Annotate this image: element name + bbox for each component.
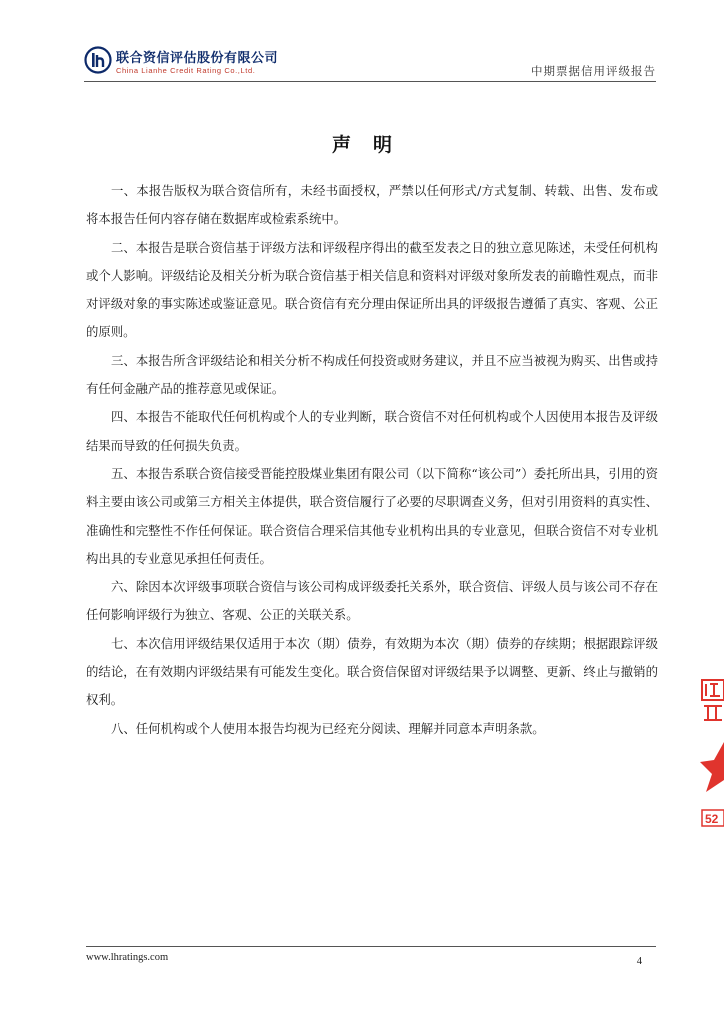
statement-paragraph-3: 三、本报告所含评级结论和相关分析不构成任何投资或财务建议，并且不应当被视为购买、出售或持有任何金融产品的推荐意见或保证。 xyxy=(86,352,658,397)
company-name-cn: 联合资信评估股份有限公司 xyxy=(116,51,279,66)
company-name-en: China Lianhe Credit Rating Co.,Ltd. xyxy=(116,66,256,75)
company-seal-fragment xyxy=(700,676,724,828)
statement-paragraph-6: 六、除因本次评级事项联合资信与该公司构成评级委托关系外，联合资信、评级人员与该公司不存在任何影响评级行为独立、客观、公正的关联关系。 xyxy=(86,579,658,623)
footer-website: www.lhratings.com xyxy=(86,952,169,963)
statement-paragraph-5: 五、本报告系联合资信接受晋能控股煤业集团有限公司（以下简称“该公司”）委托所出具，引用的资料主要由该公司或第三方相关主体提供，联合资信履行了必要的尽职调查义务，但对引用资料的真实性、准确性和完整性不作任何保证。联合资信合理采信其他专业机构出具的专业意见，但联合资信不对专业机构出具的专业意见承担任何责任。 xyxy=(86,465,658,566)
header-divider xyxy=(84,81,656,82)
seal-fragment-number: 52 xyxy=(705,812,719,826)
footer-divider xyxy=(86,946,656,947)
statement-paragraph-2: 二、本报告是联合资信基于评级方法和评级程序得出的截至发表之日的独立意见陈述，未受任何机构或个人影响。评级结论及相关分析为联合资信基于相关信息和资料对评级对象所发表的前瞻性观点，而非对评级对象的事实陈述或鉴证意见。联合资信有充分理由保证所出具的评级报告遵循了真实、客观、公正的原则。 xyxy=(86,239,658,340)
statement-paragraph-4: 四、本报告不能取代任何机构或个人的专业判断，联合资信不对任何机构或个人因使用本报告及评级结果而导致的任何损失负责。 xyxy=(86,409,658,453)
statement-paragraph-8: 八、任何机构或个人使用本报告均视为已经充分阅读、理解并同意本声明条款。 xyxy=(111,720,545,736)
statement-paragraph-7: 七、本次信用评级结果仅适用于本次（期）债券，有效期为本次（期）债券的存续期；根据跟踪评级的结论，在有效期内评级结果有可能发生变化。联合资信保留对评级结果予以调整、更新、终止与撤销的权利。 xyxy=(86,635,658,708)
report-type-label: 中期票据信用评级报告 xyxy=(531,64,656,78)
page-title: 声明 xyxy=(331,134,414,156)
statement-body xyxy=(86,177,658,743)
lianhe-logo-icon xyxy=(84,46,112,74)
page-number: 4 xyxy=(636,956,642,967)
statement-paragraph-1: 一、本报告版权为联合资信所有，未经书面授权，严禁以任何形式/方式复制、转载、出售、发布或将本报告任何内容存储在数据库或检索系统中。 xyxy=(86,183,658,227)
page-header xyxy=(0,0,724,84)
